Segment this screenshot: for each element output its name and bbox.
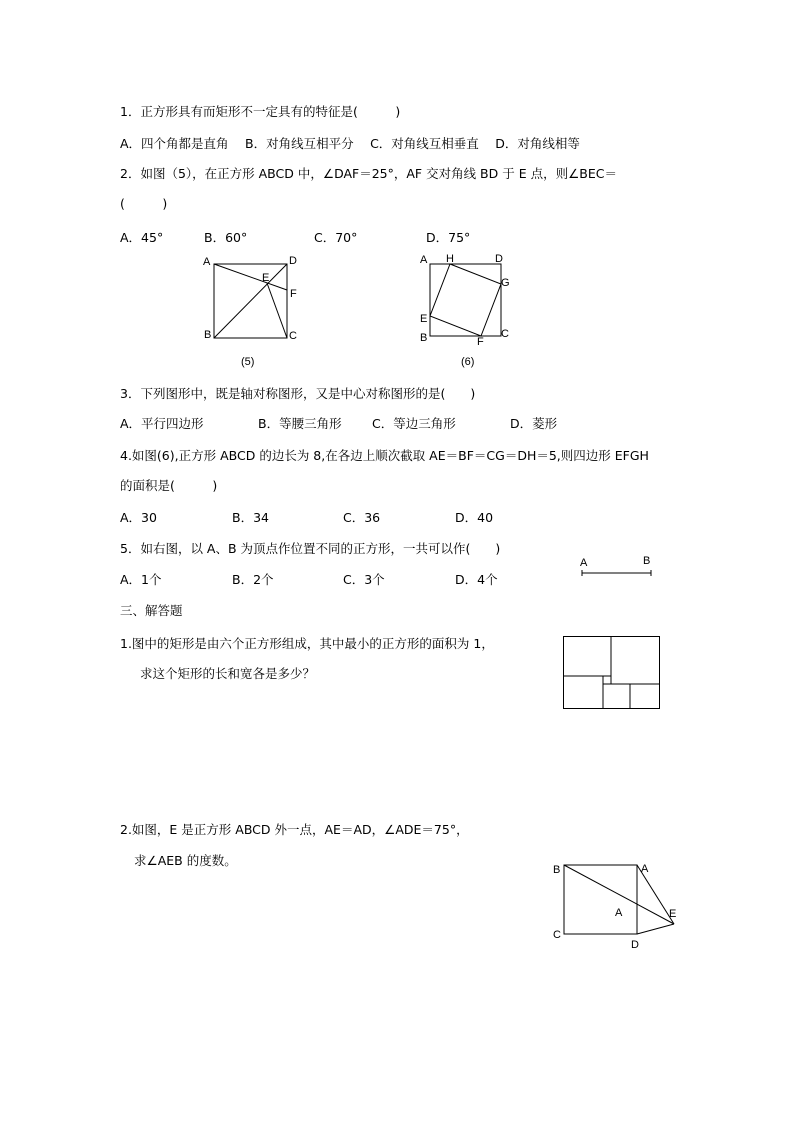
p2-label-d: D [631, 939, 639, 951]
fig6-label-e: E [420, 313, 428, 325]
fig6-label-a: A [420, 254, 428, 266]
fig5-diagonal-bd [214, 264, 287, 338]
p2-label-c: C [553, 929, 561, 941]
p2-line2: 求∠AEB 的度数。 [134, 853, 237, 868]
q5-label-b: B [643, 555, 651, 567]
fig6-label-c: C [501, 328, 509, 340]
figure-6 [415, 250, 515, 375]
q5-option-c: C．3个 [343, 572, 385, 587]
fig5-segment-af [214, 264, 287, 290]
q5-option-b: B．2个 [232, 572, 274, 587]
q5-option-a: A．1个 [120, 572, 162, 587]
q3-option-d: D．菱形 [510, 416, 558, 431]
q2-option-d: D．75° [426, 230, 471, 245]
six-squares-figure [563, 636, 663, 712]
q3-stem: 3．下列图形中，既是轴对称图形，又是中心对称图形的是( ) [120, 386, 476, 401]
figure-5 [200, 250, 320, 375]
p1-line2: 求这个矩形的长和宽各是多少？ [140, 666, 316, 681]
p2-segment-de [637, 924, 674, 934]
q5-label-a: A [580, 557, 588, 569]
q2-stem-line1: 2．如图（5），在正方形 ABCD 中，∠DAF＝25°，AF 交对角线 BD 于 E 点，则∠BEC＝ [120, 166, 617, 181]
q5-option-d: D．4个 [455, 572, 498, 587]
q1-stem: 1．正方形具有而矩形不一定具有的特征是( ) [120, 104, 401, 119]
fig6-caption: (6) [461, 356, 475, 368]
p2-label-a-top: A [641, 863, 649, 875]
fig5-label-f: F [290, 288, 297, 300]
q4-option-a: A．30 [120, 510, 157, 525]
fig5-label-d: D [289, 255, 297, 267]
q4-stem-line2: 的面积是( ) [120, 478, 218, 493]
q4-option-c: C．36 [343, 510, 381, 525]
q4-option-d: D．40 [455, 510, 494, 525]
p2-label-b: B [553, 864, 561, 876]
q2-option-a: A．45° [120, 230, 164, 245]
q3-option-a: A．平行四边形 [120, 416, 204, 431]
p2-label-e: E [669, 908, 677, 920]
q2-option-c: C．70° [314, 230, 358, 245]
p2-line1: 2.如图，E 是正方形 ABCD 外一点，AE＝AD，∠ADE＝75°， [120, 822, 469, 837]
q2-option-b: B．60° [204, 230, 248, 245]
q5-stem: 5．如右图，以 A、B 为顶点作位置不同的正方形，一共可以作( ) [120, 541, 501, 556]
p1-line1: 1.图中的矩形是由六个正方形组成，其中最小的正方形的面积为 1， [120, 636, 494, 651]
fig5-label-c: C [289, 330, 297, 342]
q1-options: A．四个角都是直角 B．对角线互相平分 C．对角线互相垂直 D．对角线相等 [120, 136, 580, 151]
problem-2-figure [550, 855, 690, 955]
fig6-square [430, 264, 501, 336]
fig6-label-d: D [495, 253, 503, 265]
p2-label-a-mid: A [615, 907, 623, 919]
fig6-label-h: H [446, 253, 454, 265]
fig5-caption: (5) [241, 356, 255, 368]
q4-stem-line1: 4.如图(6),正方形 ABCD 的边长为 8,在各边上顺次截取 AE＝BF＝CG＝DH＝5,则四边形 EFGH [120, 448, 649, 463]
q4-option-b: B．34 [232, 510, 269, 525]
p2-square [564, 865, 637, 934]
fig5-segment-ec [267, 283, 287, 338]
q5-segment-figure [575, 552, 665, 582]
q3-option-c: C．等边三角形 [372, 416, 456, 431]
fig5-label-e: E [262, 272, 270, 284]
fig6-label-b: B [420, 332, 428, 344]
fig5-label-a: A [203, 256, 211, 268]
fig5-label-b: B [204, 329, 212, 341]
q3-option-b: B．等腰三角形 [258, 416, 342, 431]
fig6-inner-square [430, 264, 501, 336]
section-3-title: 三、解答题 [120, 603, 183, 618]
fig6-label-g: G [501, 277, 510, 289]
fig6-label-f: F [477, 336, 484, 348]
q2-stem-line2: ( ) [120, 196, 168, 211]
